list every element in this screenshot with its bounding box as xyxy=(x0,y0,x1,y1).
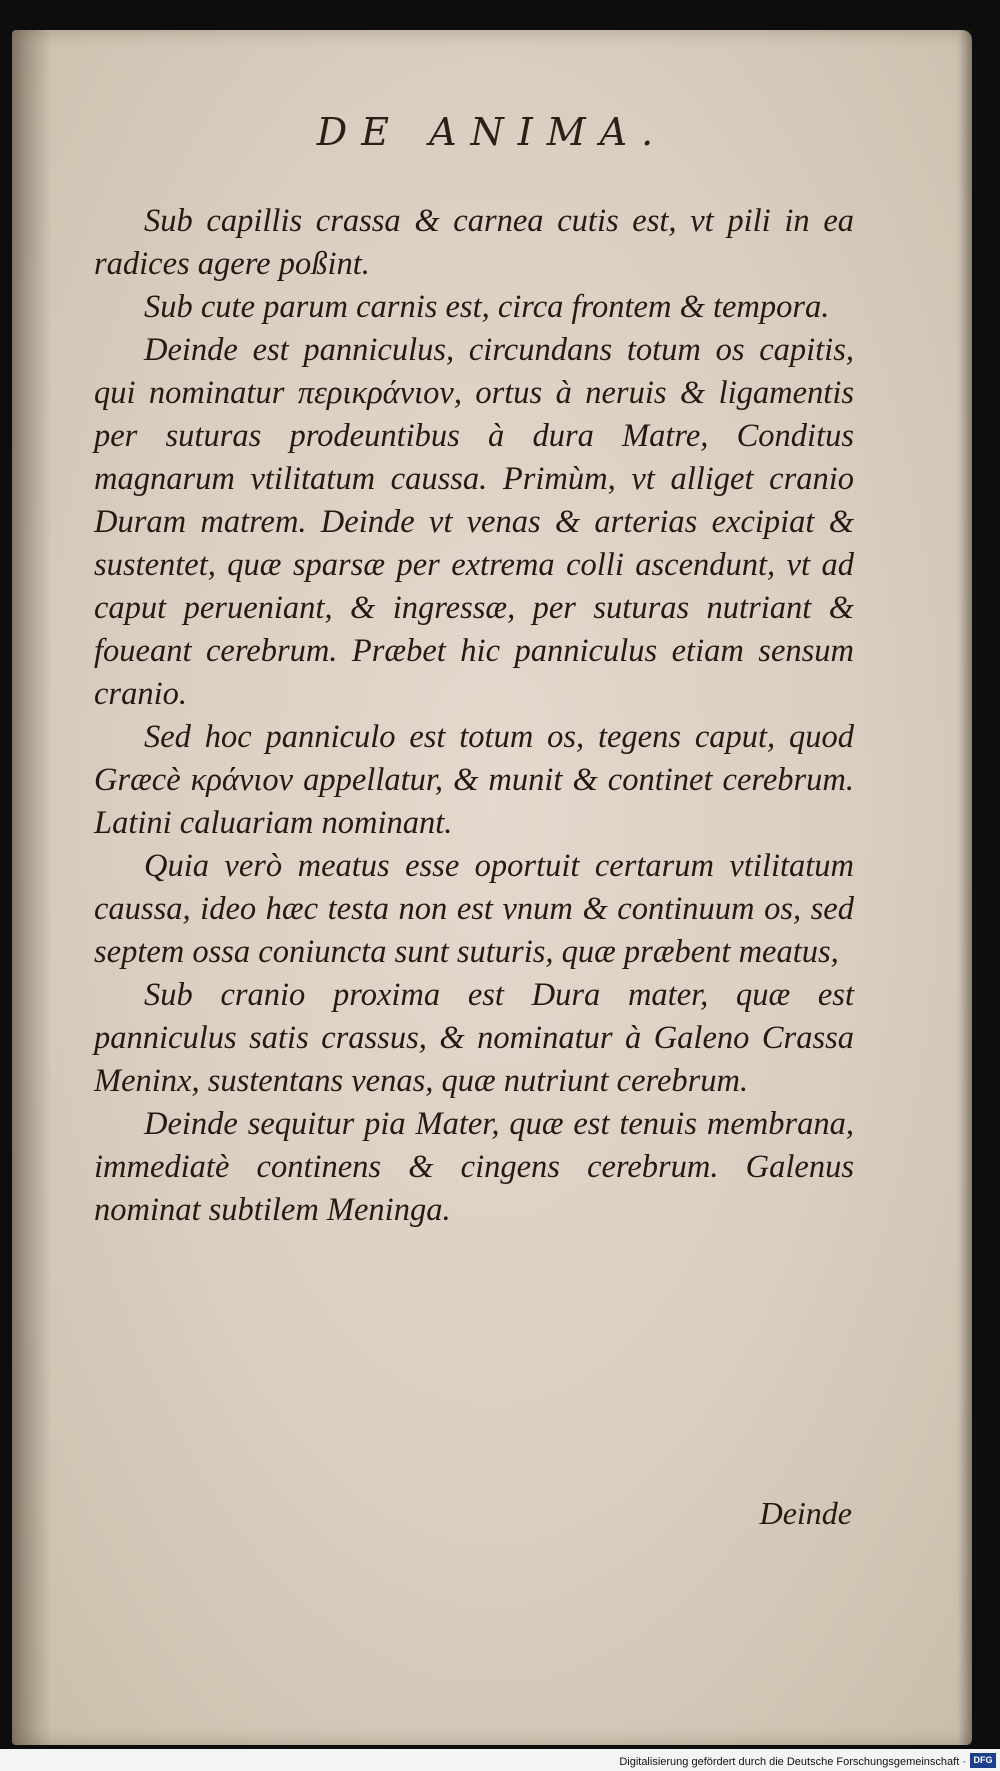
funding-credit: Digitalisierung gefördert durch die Deutsche Forschungsgemeinschaft · xyxy=(619,1756,966,1768)
book-page xyxy=(12,30,972,1745)
page-edge-shadow xyxy=(958,30,972,1745)
paragraph-1: Sub capillis crassa & carnea cutis est, vt pili in ea radices agere poßint. xyxy=(94,203,854,282)
paragraph-7: Deinde sequitur pia Mater, quæ est tenuis membrana, immediatè continens & cingens cerebrum. Galenus nominat subtilem Meninga. xyxy=(94,1106,854,1228)
paragraph-2: Sub cute parum carnis est, circa frontem & tempora. xyxy=(144,289,830,325)
digitization-footer xyxy=(0,1749,1000,1771)
catchword: Deinde xyxy=(759,1495,852,1531)
body-text xyxy=(94,200,854,1232)
paragraph-5: Quia verò meatus esse oportuit certarum vtilitatum caussa, ideo hæc testa non est vnum & continuum os, sed septem ossa coniuncta sunt suturis, quæ præbent meatus, xyxy=(94,848,854,970)
running-head: DE ANIMA. xyxy=(316,110,668,154)
gutter-shadow xyxy=(12,30,52,1745)
paragraph-6: Sub cranio proxima est Dura mater, quæ est panniculus satis crassus, & nominatur à Galeno Crassa Meninx, sustentans venas, quæ nutriunt cerebrum. xyxy=(94,977,854,1099)
paragraph-3: Deinde est panniculus, circundans totum os capitis, qui nominatur περικράνιον, ortus à neruis & ligamentis per suturas prodeuntibus à dura Matre, Conditus magnarum vtilitatum caussa. Primùm, vt alliget cranio Duram matrem. Deinde vt venas & arterias excipiat & sustentet, quæ sparsæ per extrema colli ascendunt, vt ad caput perueniant, & ingressæ, per suturas nutriant & foueant cerebrum. Præbet hic panniculus etiam sensum cranio. xyxy=(94,332,854,712)
dfg-logo-icon: DFG xyxy=(970,1753,996,1768)
paragraph-4: Sed hoc panniculo est totum os, tegens caput, quod Græcè κράνιον appellatur, & munit & continet cerebrum. Latini caluariam nominant. xyxy=(94,719,854,841)
